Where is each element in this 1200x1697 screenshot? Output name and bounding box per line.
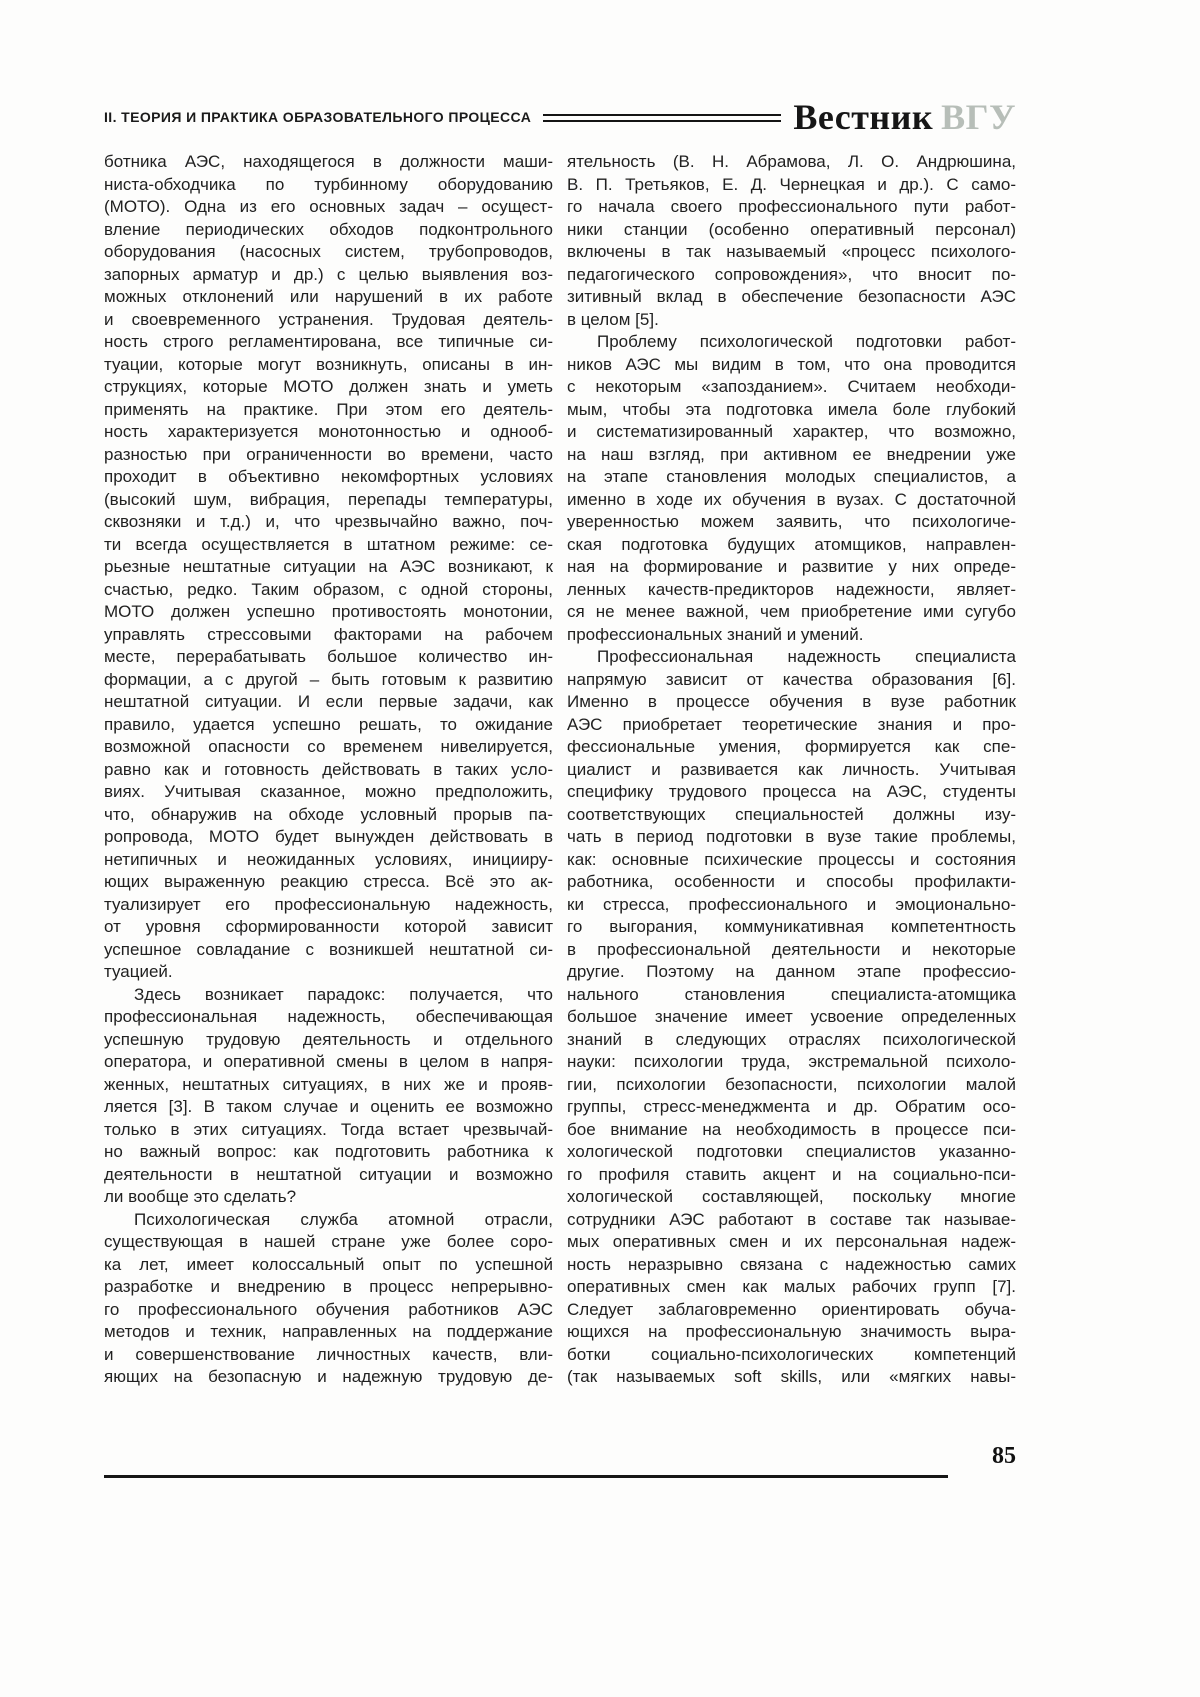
text-line: Профессиональная надежность специалиста <box>597 647 1016 666</box>
text-line: женных, нештатных ситуациях, в них же и прояв- <box>104 1074 553 1094</box>
text-line: деятельности в нештатной ситуации и возможно <box>104 1164 553 1184</box>
text-line: ся не менее важной, чем приобретение ими сугубо <box>567 602 1016 621</box>
text-line: сквозняки и т.д.) и, что чрезвычайно важно, поч- <box>104 512 553 531</box>
text-line: оборудования (насосных систем, трубопроводов, <box>104 242 553 261</box>
paragraph <box>104 1209 553 1389</box>
text-line: работника, особенности и способы профилакти- <box>567 872 1016 891</box>
text-line: на этапе становления молодых специалистов, а <box>567 467 1016 486</box>
text-line: (МОТО). Одна из его основных задач – осущест- <box>104 197 553 216</box>
text-line: ность строго регламентирована, все типичные си- <box>104 332 553 351</box>
text-line: Проблему психологической подготовки работ- <box>597 332 1016 351</box>
text-line: (так называемых soft skills, или «мягких навы- <box>567 1367 1016 1386</box>
text-line: зитивный вклад в обеспечение безопасности АЭС <box>567 287 1016 306</box>
text-line: АЭС приобретает теоретические знания и про- <box>567 714 1016 734</box>
text-line: ли вообще это сделать? <box>104 1187 297 1206</box>
header-double-rule <box>543 114 781 122</box>
text-line: большое значение имеет усвоение определенных <box>567 1007 1016 1026</box>
text-line: от уровня сформированности которой зависит <box>104 917 553 936</box>
text-line: Именно в процессе обучения в вузе работник <box>567 692 1016 711</box>
paragraph <box>104 151 553 984</box>
text-line: туализирует его профессиональную надежность, <box>104 894 553 914</box>
text-line: сотрудники АЭС работают в составе так называе- <box>567 1209 1016 1229</box>
text-line: равно как и готовность действовать в таких усло- <box>104 759 553 779</box>
text-line: в профессиональной деятельности и некоторые <box>567 939 1016 959</box>
text-line: правило, удается успешно решать, то ожидание <box>104 714 553 734</box>
text-line: чать в период подготовки в вузе такие проблемы, <box>567 827 1016 846</box>
text-line: ботника АЭС, находящегося в должности маши- <box>104 152 553 171</box>
text-line: группы, стресс-менеджмента и др. Обратим осо- <box>567 1097 1016 1116</box>
text-line: именно в ходе их обучения в вузах. С достаточной <box>567 489 1016 509</box>
text-line: ти всегда осуществляется в штатном режиме: се- <box>104 534 553 554</box>
text-line: счастью, редко. Таким образом, с одной стороны, <box>104 579 553 599</box>
text-line: МОТО должен успешно противостоять монотонии, <box>104 602 553 621</box>
text-line: Здесь возникает парадокс: получается, что <box>134 984 553 1004</box>
paragraph <box>567 331 1016 646</box>
text-line: и совершенствование личностных качеств, вли- <box>104 1344 553 1364</box>
text-line: мым, чтобы эта подготовка имела боле глубокий <box>567 399 1016 419</box>
text-line: формации, а с другой – быть готовым к развитию <box>104 669 553 689</box>
text-line: ность неразрывно связана с надежностью самих <box>567 1254 1016 1274</box>
text-line: как: основные психические процессы и состояния <box>567 849 1016 869</box>
text-line: успешное совладание с возникшей нештатной си- <box>104 939 553 959</box>
text-line: хологической подготовки специалистов указанно- <box>567 1142 1016 1161</box>
text-line: рьезные нештатные ситуации на АЭС возникают, к <box>104 557 553 576</box>
journal-logo-primary: Вестник <box>793 97 934 137</box>
text-line: что, обнаружив на обходе условный прорыв па- <box>104 804 553 824</box>
text-line: нетипичных и неожиданных условиях, иницииру- <box>104 849 553 869</box>
text-line: ка лет, имеет колоссальный опыт по успешной <box>104 1254 553 1274</box>
text-line: хологической составляющей, поскольку многие <box>567 1187 1016 1206</box>
text-line: го профиля ставить акцент и на социально-пси- <box>567 1164 1016 1184</box>
text-line: знаний в следующих отраслях психологической <box>567 1029 1016 1049</box>
text-line: включены в так называемый «процесс психолого- <box>567 242 1016 261</box>
text-line: и систематизированный характер, что возможно, <box>567 422 1016 441</box>
text-line: напрямую зависит от качества образования [6]. <box>567 669 1016 689</box>
text-line: науки: психологии труда, экстремальной психоло- <box>567 1052 1016 1071</box>
text-line: профессиональных знаний и умений. <box>567 624 864 644</box>
text-line: разностью при ограниченности во времени, часто <box>104 444 553 464</box>
text-line: ропровода, МОТО будет вынужден действовать в <box>104 827 553 846</box>
text-line: туацией. <box>104 962 173 981</box>
text-line: циалист и развивается как личность. Учитывая <box>567 759 1016 779</box>
text-line: яющих на безопасную и надежную трудовую де- <box>104 1367 553 1386</box>
text-line: оператора, и оперативной смены в целом в напря- <box>104 1052 553 1071</box>
text-line: вление периодических обходов подконтрольного <box>104 219 553 239</box>
text-line: струкциях, которые МОТО должен знать и уметь <box>104 377 553 396</box>
text-line: разработке и внедрению в процесс непрерывно- <box>104 1277 553 1296</box>
text-line: бое внимание на необходимость в процессе пси- <box>567 1119 1016 1139</box>
text-line: фессиональные умения, формируется как спе- <box>567 737 1016 756</box>
text-line: Психологическая служба атомной отрасли, <box>134 1209 553 1229</box>
page-number: 85 <box>992 1443 1016 1469</box>
text-line: ляется [3]. В таком случае и оценить ее возможно <box>104 1097 553 1116</box>
text-line: на наш взгляд, при активном ее внедрении уже <box>567 444 1016 464</box>
text-line: в целом [5]. <box>567 309 659 329</box>
text-line: ятельность (В. Н. Абрамова, Л. О. Андрюшина, <box>567 152 1016 171</box>
text-line: только в этих ситуациях. Тогда встает чрезвычай- <box>104 1119 553 1139</box>
text-line: виях. Учитывая сказанное, можно предположить, <box>104 782 553 801</box>
text-line: можных отклонений или нарушений в их работе <box>104 287 553 306</box>
text-line: туации, которые могут возникнуть, описаны в ин- <box>104 354 553 374</box>
text-line: применять на практике. При этом его деятель- <box>104 399 553 419</box>
text-line: нального становления специалиста-атомщика <box>567 984 1016 1004</box>
text-line: существующая в нашей стране уже более соро- <box>104 1232 553 1251</box>
left-column <box>104 151 553 1389</box>
text-line: ная на формирование и развитие у них опреде- <box>567 557 1016 576</box>
text-line: ленных качеств-предикторов надежности, являет- <box>567 579 1016 599</box>
text-line: ников АЭС мы видим в том, что она проводится <box>567 354 1016 374</box>
text-line: В. П. Третьяков, Е. Д. Чернецкая и др.). С само- <box>567 174 1016 194</box>
text-line: методов и техник, направленных на поддержание <box>104 1322 553 1341</box>
text-line: проходит в объективно некомфортных условиях <box>104 467 553 486</box>
text-line: с некоторым «запозданием». Считаем необходи- <box>567 377 1016 396</box>
text-line: месте, перерабатывать большое количество ин- <box>104 647 553 666</box>
text-line: педагогического сопровождения», что вносит по- <box>567 264 1016 284</box>
text-line: успешную трудовую деятельность и отдельного <box>104 1029 553 1049</box>
paragraph <box>567 646 1016 1389</box>
text-line: го начала своего профессионального пути работ- <box>567 197 1016 216</box>
footer-rule <box>104 1475 948 1478</box>
text-line: ки стресса, профессионального и эмоционально- <box>567 894 1016 914</box>
text-line: нештатной ситуации. И если первые задачи, как <box>104 692 553 711</box>
text-line: Следует заблаговременно ориентировать обуча- <box>567 1299 1016 1319</box>
paragraph <box>104 984 553 1209</box>
text-line: запорных арматур и др.) с целью выявления воз- <box>104 264 553 284</box>
text-line: управлять стрессовыми факторами на рабочем <box>104 624 553 644</box>
text-line: соответствующих специальностей должны изу- <box>567 804 1016 824</box>
text-line: го профессионального обучения работников АЭС <box>104 1299 553 1319</box>
text-line: специфику трудового процесса на АЭС, студенты <box>567 782 1016 801</box>
text-line: ботки социально-психологических компетенций <box>567 1344 1016 1364</box>
section-title: II. ТЕОРИЯ И ПРАКТИКА ОБРАЗОВАТЕЛЬНОГО ПРОЦЕССА <box>104 109 532 125</box>
text-line: го выгорания, коммуникативная компетентность <box>567 917 1016 936</box>
right-column <box>567 151 1016 1389</box>
journal-logo-secondary: ВГУ <box>941 97 1016 137</box>
text-line: оперативных смен как малых рабочих групп [7]. <box>567 1277 1016 1296</box>
text-line: ниста-обходчика по турбинному оборудованию <box>104 174 553 194</box>
text-line: ность характеризуется монотонностью и однооб- <box>104 422 553 441</box>
text-line: уверенностью можем заявить, что психологиче- <box>567 512 1016 531</box>
text-line: другие. Поэтому на данном этапе профессио- <box>567 962 1016 981</box>
text-line: профессиональная надежность, обеспечивающая <box>104 1007 553 1026</box>
paragraph <box>567 151 1016 331</box>
text-line: ники станции (особенно оперативный персонал) <box>567 219 1016 239</box>
text-line: мых оперативных смен и их персональная надеж- <box>567 1232 1016 1251</box>
text-line: и своевременного устранения. Трудовая деятель- <box>104 309 553 329</box>
text-line: ская подготовка будущих атомщиков, направлен- <box>567 534 1016 554</box>
text-line: (высокий шум, вибрация, перепады температуры, <box>104 489 553 509</box>
journal-logo <box>793 99 1016 135</box>
page-header <box>104 98 1016 136</box>
text-line: возможной опасности со временем нивелируется, <box>104 737 553 756</box>
text-line: но важный вопрос: как подготовить работника к <box>104 1142 553 1161</box>
text-line: ющихся на профессиональную значимость выра- <box>567 1322 1016 1341</box>
text-line: гии, психологии безопасности, психологии малой <box>567 1074 1016 1094</box>
text-line: ющих выраженную реакцию стресса. Всё это ак- <box>104 872 553 891</box>
